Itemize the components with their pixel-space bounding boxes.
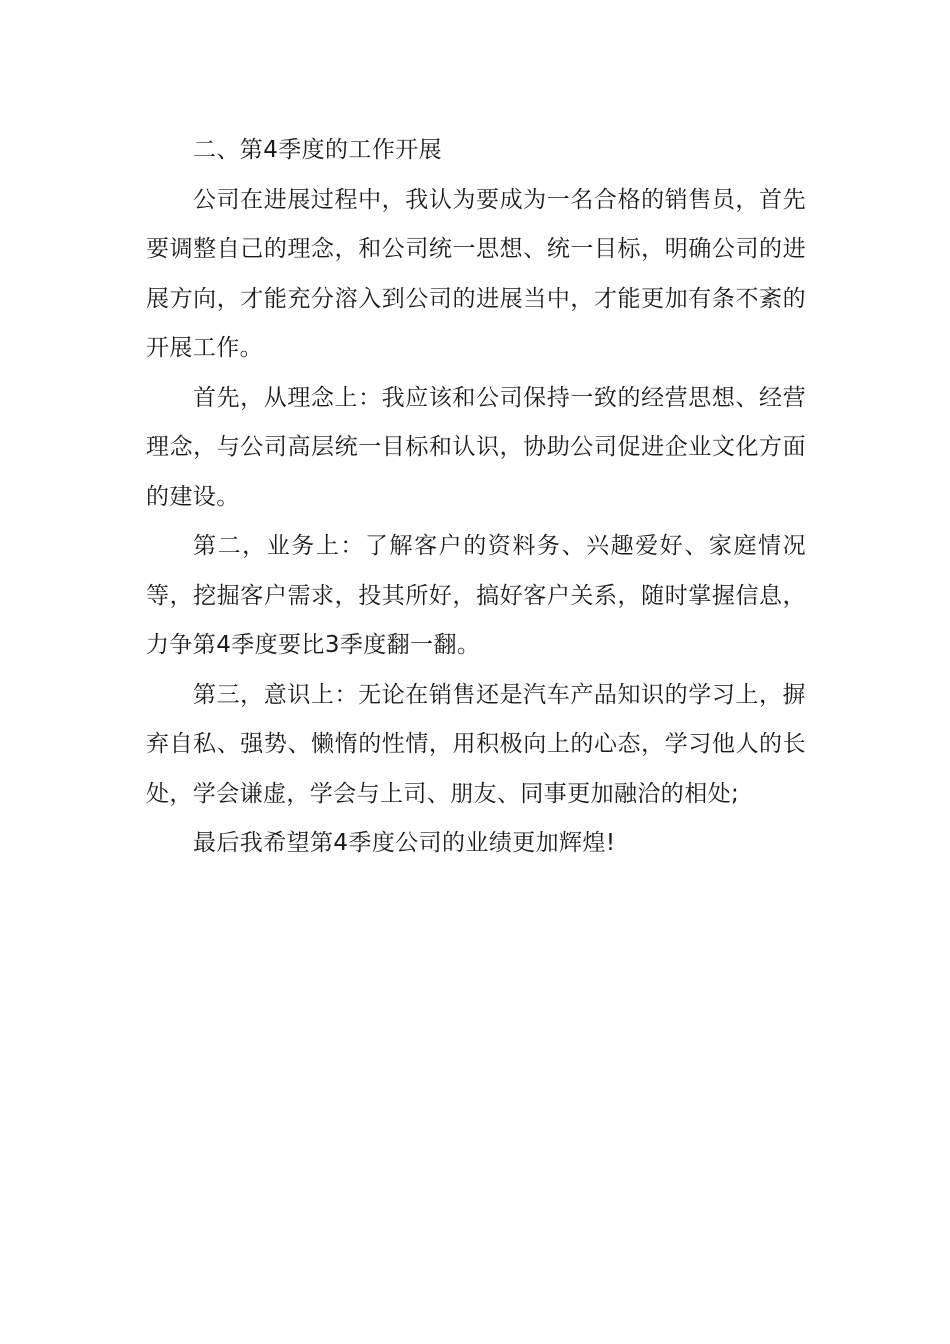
paragraph-intro: 公司在进展过程中，我认为要成为一名合格的销售员，首先要调整自己的理念，和公司统一思想、统一目标，明确公司的进展方向，才能充分溶入到公司的进展当中，才能更加有条不紊的开展工作。 bbox=[146, 186, 806, 361]
paragraph-concept: 首先，从理念上：我应该和公司保持一致的经营思想、经营理念，与公司高层统一目标和认识，协助公司促进企业文化方面的建设。 bbox=[146, 384, 806, 510]
paragraph-awareness: 第三，意识上：无论在销售还是汽车产品知识的学习上，摒弃自私、强势、懒惰的性情，用积极向上的心态，学习他人的长处，学会谦虚，学会与上司、朋友、同事更加融洽的相处; bbox=[146, 681, 806, 807]
paragraph-closing: 最后我希望第4季度公司的业绩更加辉煌! bbox=[193, 830, 616, 856]
paragraph-business: 第二，业务上：了解客户的资料务、兴趣爱好、家庭情况等，挖掘客户需求，投其所好，搞好客户关系，随时掌握信息，力争第4季度要比3季度翻一翻。 bbox=[146, 533, 806, 658]
document-body bbox=[146, 126, 806, 869]
section-heading: 二、第4季度的工作开展 bbox=[193, 137, 443, 163]
